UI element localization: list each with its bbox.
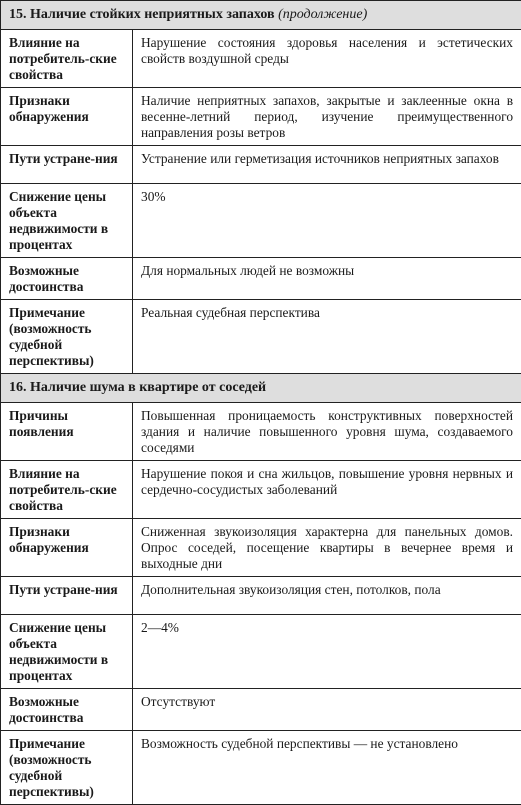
- table-row: [1, 403, 521, 461]
- section-header: [1, 1, 521, 30]
- row-label: Пути устране-ния: [1, 146, 133, 184]
- row-value: Сниженная звукоизоляция характерна для панельных домов. Опрос соседей, посещение квартиры в вечернее время и выходные дни: [133, 519, 521, 577]
- row-value: Нарушение покоя и сна жильцов, повышение уровня нервных и сердечно-сосудистых заболеваний: [133, 461, 521, 519]
- row-value: Повышенная проницаемость конструктивных поверхностей здания и наличие повышенного уровня шума, создаваемого соседями: [133, 403, 521, 461]
- table-row: [1, 615, 521, 689]
- row-value: Нарушение состояния здоровья населения и эстетических свойств воздушной среды: [133, 30, 521, 88]
- row-label: Влияние на потребитель-ские свойства: [1, 30, 133, 88]
- row-value: Наличие неприятных запахов, закрытые и заклеенные окна в весенне-летний период, изучение преимущественного направления розы ветров: [133, 88, 521, 146]
- table-row: [1, 577, 521, 615]
- row-label: Признаки обнаружения: [1, 519, 133, 577]
- table-row: [1, 519, 521, 577]
- section-title-text: 16. Наличие шума в квартире от соседей: [9, 380, 266, 395]
- section-title: [1, 1, 521, 30]
- row-value: Возможность судебной перспективы — не установлено: [133, 731, 521, 805]
- table-row: [1, 300, 521, 374]
- row-label: Примечание (возможность судебной перспективы): [1, 300, 133, 374]
- row-label: Влияние на потребитель-ские свойства: [1, 461, 133, 519]
- section-title: [1, 374, 521, 403]
- row-label: Пути устране-ния: [1, 577, 133, 615]
- row-value: 2—4%: [133, 615, 521, 689]
- section-title-suffix: (продолжение): [278, 7, 367, 22]
- row-value: Для нормальных людей не возможны: [133, 258, 521, 300]
- table-row: [1, 731, 521, 805]
- row-label: Возможные достоинства: [1, 689, 133, 731]
- row-value: Устранение или герметизация источников неприятных запахов: [133, 146, 521, 184]
- row-label: Признаки обнаружения: [1, 88, 133, 146]
- row-label: Примечание (возможность судебной перспективы): [1, 731, 133, 805]
- row-value: Дополнительная звукоизоляция стен, потолков, пола: [133, 577, 521, 615]
- row-label: Возможные достоинства: [1, 258, 133, 300]
- section-header: [1, 374, 521, 403]
- row-label: Снижение цены объекта недвижимости в процентах: [1, 615, 133, 689]
- table-row: [1, 88, 521, 146]
- table-row: [1, 184, 521, 258]
- row-value: Отсутствуют: [133, 689, 521, 731]
- table-row: [1, 30, 521, 88]
- row-value: 30%: [133, 184, 521, 258]
- row-value: Реальная судебная перспектива: [133, 300, 521, 374]
- table-row: [1, 461, 521, 519]
- row-label: Причины появления: [1, 403, 133, 461]
- table-row: [1, 689, 521, 731]
- table-row: [1, 146, 521, 184]
- section-title-text: 15. Наличие стойких неприятных запахов: [9, 7, 275, 22]
- table-row: [1, 258, 521, 300]
- row-label: Снижение цены объекта недвижимости в процентах: [1, 184, 133, 258]
